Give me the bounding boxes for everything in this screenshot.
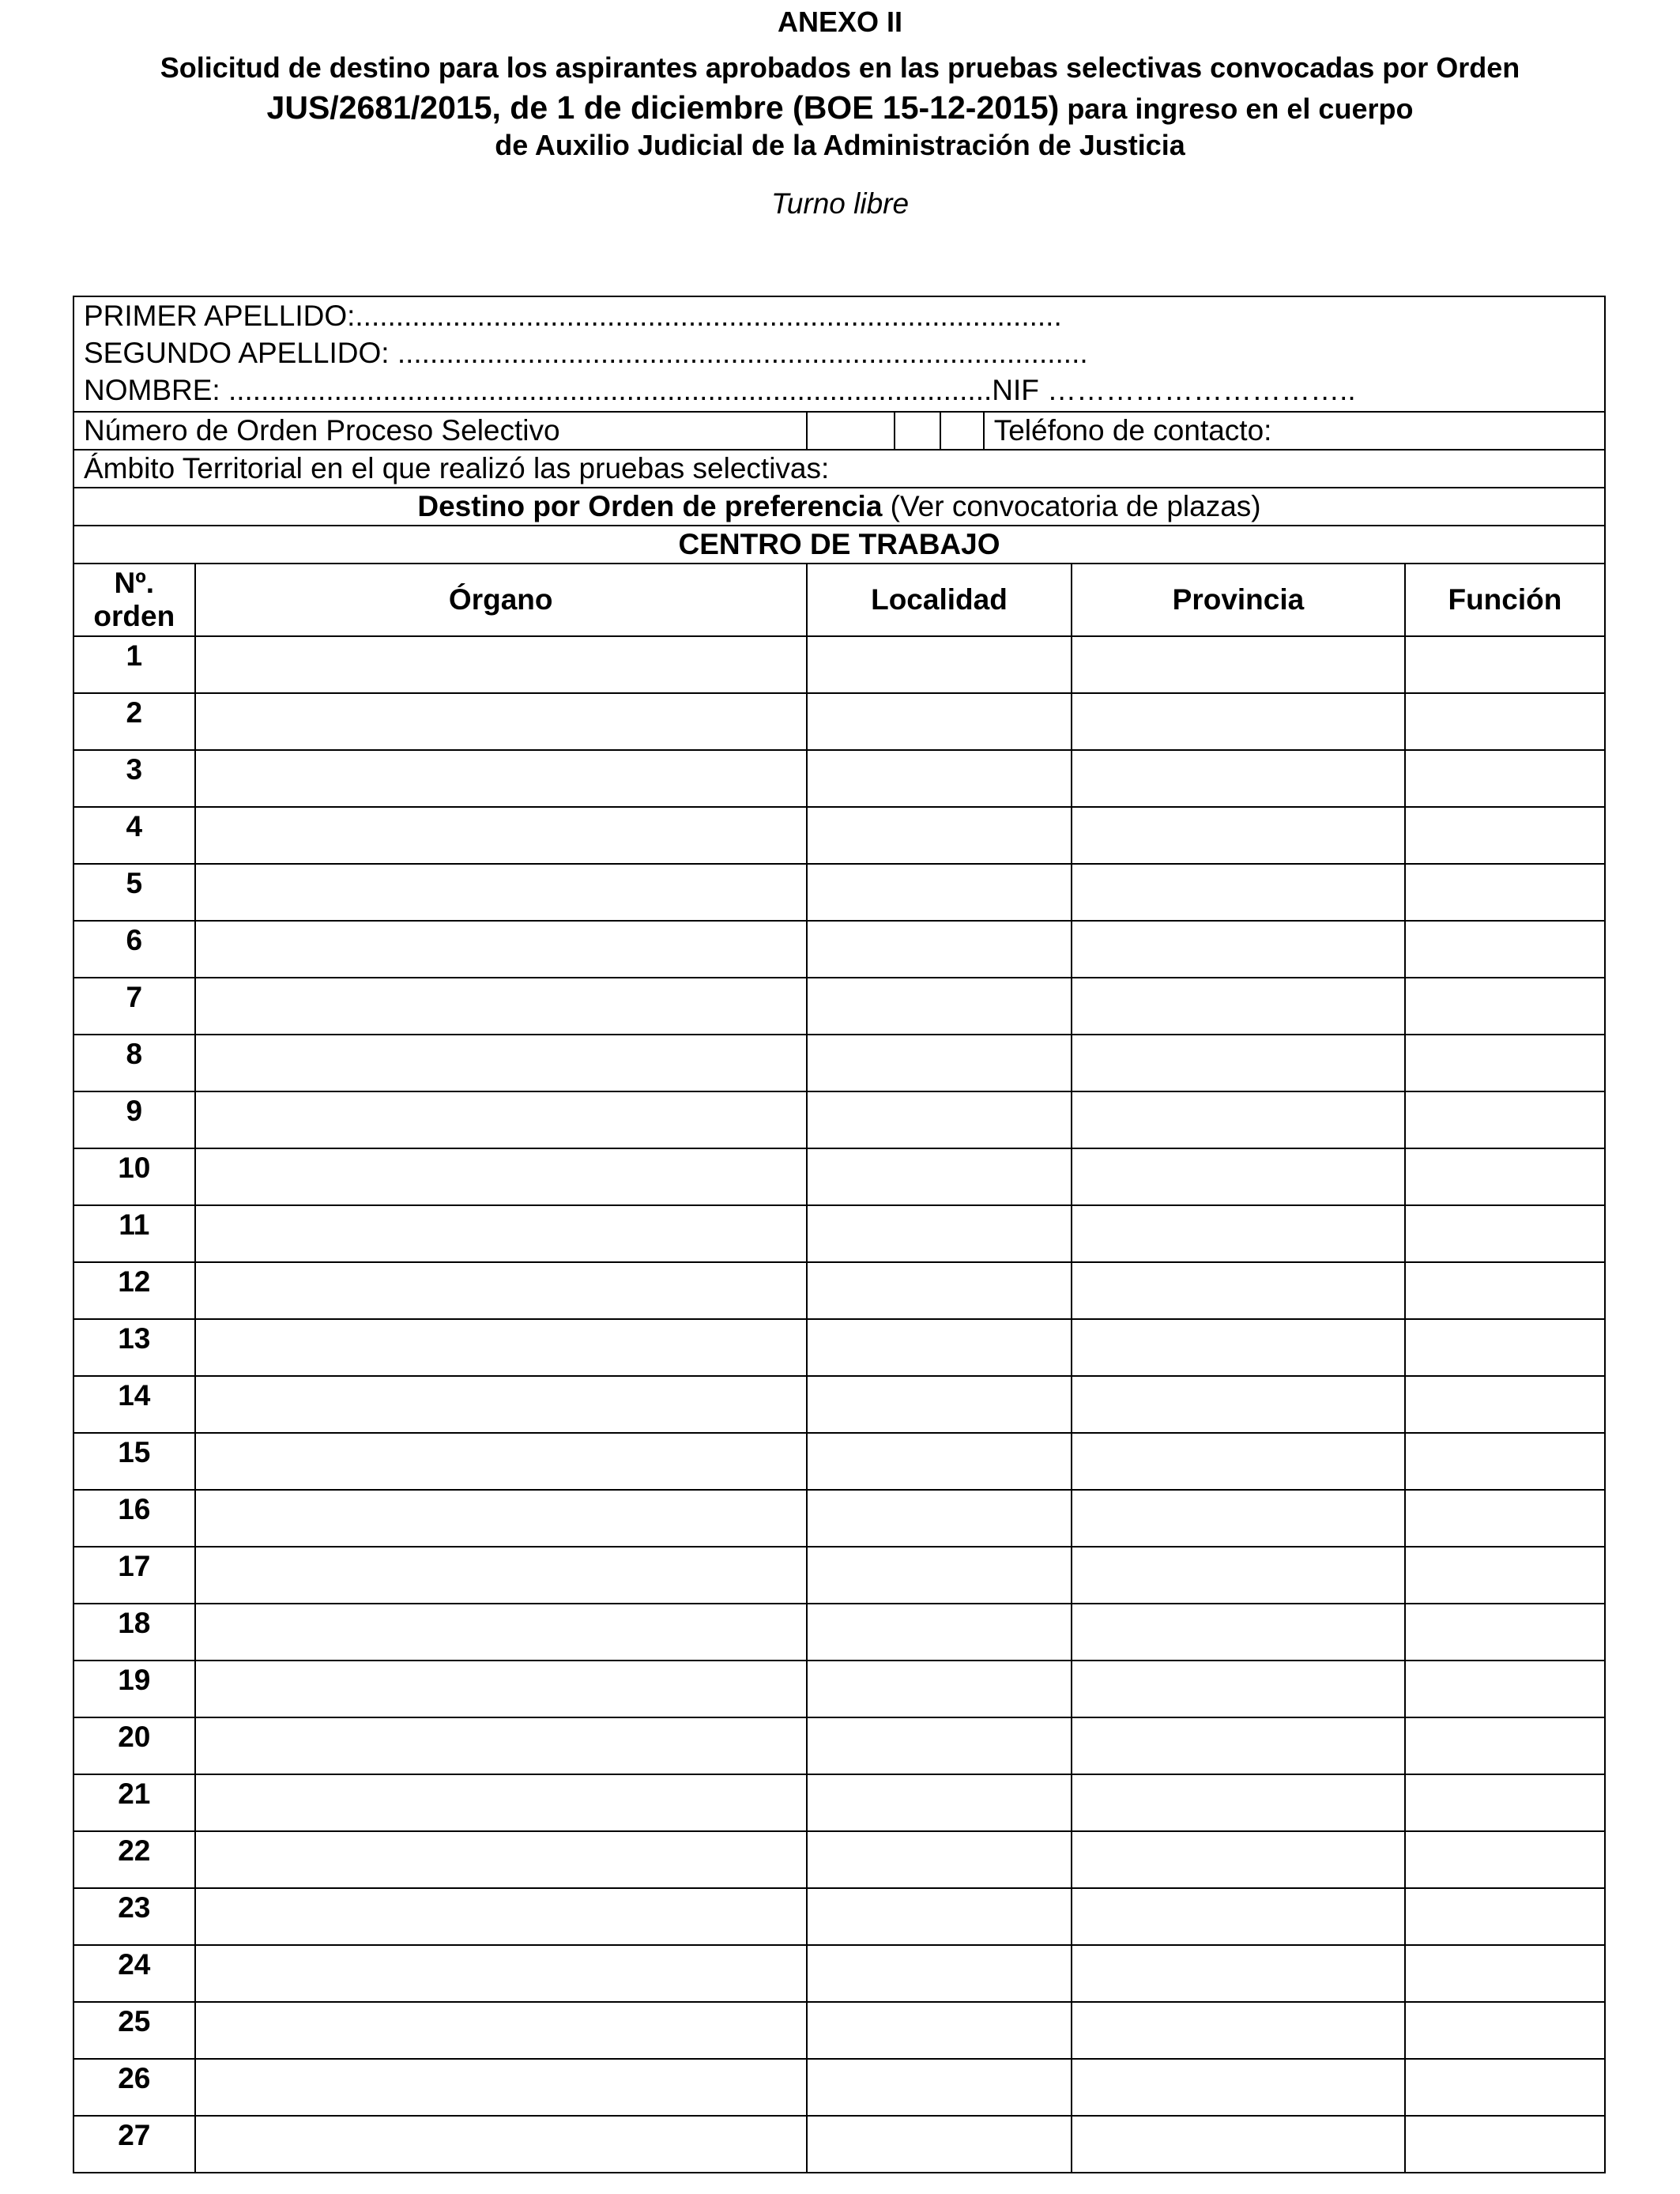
localidad-cell[interactable] [807, 864, 1072, 921]
table-row [73, 693, 1605, 750]
funcion-cell[interactable] [1405, 1490, 1605, 1547]
row-number: 2 [73, 693, 195, 750]
row-number: 20 [73, 1717, 195, 1774]
organo-cell[interactable] [195, 1433, 807, 1490]
funcion-cell[interactable] [1405, 921, 1605, 978]
funcion-cell[interactable] [1405, 978, 1605, 1035]
localidad-cell[interactable] [807, 2059, 1072, 2116]
funcion-cell[interactable] [1405, 1831, 1605, 1888]
table-row [73, 1091, 1605, 1148]
table-row [73, 1547, 1605, 1604]
organo-cell[interactable] [195, 978, 807, 1035]
provincia-cell[interactable] [1072, 921, 1405, 978]
organo-cell[interactable] [195, 1774, 807, 1831]
funcion-cell[interactable] [1405, 807, 1605, 864]
destino-heading-note: (Ver convocatoria de plazas) [882, 490, 1261, 522]
row-number: 18 [73, 1604, 195, 1661]
localidad-cell[interactable] [807, 1376, 1072, 1433]
localidad-cell[interactable] [807, 1035, 1072, 1091]
preference-rows [73, 636, 1605, 2173]
row-number: 19 [73, 1661, 195, 1717]
provincia-cell[interactable] [1072, 1091, 1405, 1148]
table-row [73, 1035, 1605, 1091]
organo-cell[interactable] [195, 921, 807, 978]
localidad-cell[interactable] [807, 1774, 1072, 1831]
organo-cell[interactable] [195, 2059, 807, 2116]
row-number: 22 [73, 1831, 195, 1888]
title-line-2 [0, 89, 1680, 128]
provincia-cell[interactable] [1072, 1888, 1405, 1945]
row-number: 11 [73, 1205, 195, 1262]
col-header-organo: Órgano [195, 564, 807, 636]
funcion-cell[interactable] [1405, 1035, 1605, 1091]
organo-cell[interactable] [195, 1661, 807, 1717]
provincia-cell[interactable] [1072, 1604, 1405, 1661]
annex-title: ANEXO II [777, 6, 903, 38]
funcion-cell[interactable] [1405, 1547, 1605, 1604]
col-header-funcion: Función [1405, 564, 1605, 636]
provincia-cell[interactable] [1072, 1433, 1405, 1490]
localidad-cell[interactable] [807, 1661, 1072, 1717]
organo-cell[interactable] [195, 1604, 807, 1661]
table-row [73, 750, 1605, 807]
row-number: 7 [73, 978, 195, 1035]
table-row [73, 1490, 1605, 1547]
col-header-provincia: Provincia [1072, 564, 1405, 636]
table-row [73, 1661, 1605, 1717]
destino-heading-bold: Destino por Orden de preferencia [417, 490, 883, 522]
personal-data-row [73, 296, 1605, 412]
localidad-cell[interactable] [807, 693, 1072, 750]
localidad-cell[interactable] [807, 1547, 1072, 1604]
table-row [73, 2059, 1605, 2116]
table-row [73, 1433, 1605, 1490]
funcion-cell[interactable] [1405, 2002, 1605, 2059]
provincia-cell[interactable] [1072, 1319, 1405, 1376]
localidad-cell[interactable] [807, 2116, 1072, 2173]
localidad-cell[interactable] [807, 807, 1072, 864]
funcion-cell[interactable] [1405, 1091, 1605, 1148]
title-line-2-rest: para ingreso en el cuerpo [1059, 92, 1414, 125]
localidad-cell[interactable] [807, 2002, 1072, 2059]
table-row [73, 1319, 1605, 1376]
organo-cell[interactable] [195, 636, 807, 693]
table-row [73, 807, 1605, 864]
localidad-cell[interactable] [807, 1604, 1072, 1661]
localidad-cell[interactable] [807, 1831, 1072, 1888]
localidad-cell[interactable] [807, 1717, 1072, 1774]
row-number: 9 [73, 1091, 195, 1148]
organo-cell[interactable] [195, 1091, 807, 1148]
primer-apellido-field[interactable]: PRIMER APELLIDO:....................................................................................... [84, 300, 1062, 332]
localidad-cell[interactable] [807, 1433, 1072, 1490]
row-number: 13 [73, 1319, 195, 1376]
row-number: 10 [73, 1148, 195, 1205]
table-row [73, 1148, 1605, 1205]
row-number: 17 [73, 1547, 195, 1604]
localidad-cell[interactable] [807, 1091, 1072, 1148]
localidad-cell[interactable] [807, 636, 1072, 693]
funcion-cell[interactable] [1405, 2116, 1605, 2173]
organo-cell[interactable] [195, 864, 807, 921]
funcion-cell[interactable] [1405, 693, 1605, 750]
turno-label: Turno libre [770, 187, 910, 220]
localidad-cell[interactable] [807, 1205, 1072, 1262]
provincia-cell[interactable] [1072, 1148, 1405, 1205]
row-number: 21 [73, 1774, 195, 1831]
col-header-localidad: Localidad [807, 564, 1072, 636]
provincia-cell[interactable] [1072, 2002, 1405, 2059]
ambito-row [73, 450, 1605, 488]
provincia-cell[interactable] [1072, 1661, 1405, 1717]
table-row [73, 1774, 1605, 1831]
provincia-cell[interactable] [1072, 1035, 1405, 1091]
table-row [73, 636, 1605, 693]
funcion-cell[interactable] [1405, 750, 1605, 807]
col-header-num-line1: Nº. [114, 567, 155, 599]
table-row [73, 864, 1605, 921]
funcion-cell[interactable] [1405, 1774, 1605, 1831]
segundo-apellido-field[interactable]: SEGUNDO APELLIDO: ..................................................................................... [84, 337, 1088, 369]
organo-cell[interactable] [195, 1035, 807, 1091]
row-number: 15 [73, 1433, 195, 1490]
funcion-cell[interactable] [1405, 1262, 1605, 1319]
organo-cell[interactable] [195, 807, 807, 864]
organo-cell[interactable] [195, 2002, 807, 2059]
row-number: 4 [73, 807, 195, 864]
organo-cell[interactable] [195, 1717, 807, 1774]
localidad-cell[interactable] [807, 921, 1072, 978]
provincia-cell[interactable] [1072, 636, 1405, 693]
destino-heading [73, 488, 1605, 526]
row-number: 5 [73, 864, 195, 921]
row-number: 16 [73, 1490, 195, 1547]
row-number: 26 [73, 2059, 195, 2116]
numero-orden-box-3[interactable] [940, 412, 984, 450]
telefono-field[interactable]: Teléfono de contacto: [984, 412, 1605, 450]
funcion-cell[interactable] [1405, 1376, 1605, 1433]
numero-orden-box-2[interactable] [895, 412, 940, 450]
title-line-3: de Auxilio Judicial de la Administración de Justicia [495, 129, 1185, 161]
localidad-cell[interactable] [807, 1945, 1072, 2002]
destino-row [73, 488, 1605, 526]
table-row [73, 1604, 1605, 1661]
provincia-cell[interactable] [1072, 1490, 1405, 1547]
ambito-field[interactable]: Ámbito Territorial en el que realizó las pruebas selectivas: [73, 450, 1605, 488]
numero-orden-label: Número de Orden Proceso Selectivo [73, 412, 807, 450]
numero-orden-row [73, 412, 1605, 450]
table-row [73, 1717, 1605, 1774]
col-header-num-orden [73, 564, 195, 636]
provincia-cell[interactable] [1072, 1205, 1405, 1262]
row-number: 12 [73, 1262, 195, 1319]
provincia-cell[interactable] [1072, 1945, 1405, 2002]
organo-cell[interactable] [195, 750, 807, 807]
organo-cell[interactable] [195, 693, 807, 750]
organo-cell[interactable] [195, 1376, 807, 1433]
organo-cell[interactable] [195, 1490, 807, 1547]
numero-orden-box-1[interactable] [807, 412, 895, 450]
funcion-cell[interactable] [1405, 1433, 1605, 1490]
organo-cell[interactable] [195, 1205, 807, 1262]
provincia-cell[interactable] [1072, 864, 1405, 921]
application-form-table [73, 296, 1606, 2173]
table-row [73, 1376, 1605, 1433]
funcion-cell[interactable] [1405, 1661, 1605, 1717]
provincia-cell[interactable] [1072, 1376, 1405, 1433]
provincia-cell[interactable] [1072, 2059, 1405, 2116]
provincia-cell[interactable] [1072, 750, 1405, 807]
localidad-cell[interactable] [807, 750, 1072, 807]
provincia-cell[interactable] [1072, 807, 1405, 864]
table-row [73, 921, 1605, 978]
funcion-cell[interactable] [1405, 1945, 1605, 2002]
localidad-cell[interactable] [807, 1262, 1072, 1319]
funcion-cell[interactable] [1405, 1888, 1605, 1945]
organo-cell[interactable] [195, 2116, 807, 2173]
table-row [73, 1888, 1605, 1945]
provincia-cell[interactable] [1072, 1774, 1405, 1831]
funcion-cell[interactable] [1405, 864, 1605, 921]
provincia-cell[interactable] [1072, 1547, 1405, 1604]
table-row [73, 1205, 1605, 1262]
row-number: 3 [73, 750, 195, 807]
organo-cell[interactable] [195, 1148, 807, 1205]
provincia-cell[interactable] [1072, 1831, 1405, 1888]
organo-cell[interactable] [195, 1547, 807, 1604]
title-order-reference: JUS/2681/2015, de 1 de diciembre (BOE 15-12-2015) [266, 89, 1060, 126]
provincia-cell[interactable] [1072, 1262, 1405, 1319]
organo-cell[interactable] [195, 1831, 807, 1888]
title-line-1: Solicitud de destino para los aspirantes aprobados en las pruebas selectivas convocadas por Orden [160, 51, 1520, 84]
funcion-cell[interactable] [1405, 1148, 1605, 1205]
organo-cell[interactable] [195, 1262, 807, 1319]
table-row [73, 1831, 1605, 1888]
table-row [73, 1262, 1605, 1319]
row-number: 23 [73, 1888, 195, 1945]
provincia-cell[interactable] [1072, 1717, 1405, 1774]
organo-cell[interactable] [195, 1319, 807, 1376]
localidad-cell[interactable] [807, 1490, 1072, 1547]
col-header-num-line2: orden [93, 600, 175, 632]
localidad-cell[interactable] [807, 1319, 1072, 1376]
row-number: 14 [73, 1376, 195, 1433]
funcion-cell[interactable] [1405, 1205, 1605, 1262]
funcion-cell[interactable] [1405, 1604, 1605, 1661]
funcion-cell[interactable] [1405, 636, 1605, 693]
personal-data-cell [73, 296, 1605, 412]
table-row [73, 2116, 1605, 2173]
table-row [73, 978, 1605, 1035]
column-header-row [73, 564, 1605, 636]
row-number: 27 [73, 2116, 195, 2173]
table-row [73, 1945, 1605, 2002]
provincia-cell[interactable] [1072, 978, 1405, 1035]
funcion-cell[interactable] [1405, 1319, 1605, 1376]
funcion-cell[interactable] [1405, 2059, 1605, 2116]
row-number: 24 [73, 1945, 195, 2002]
localidad-cell[interactable] [807, 1148, 1072, 1205]
table-row [73, 2002, 1605, 2059]
localidad-cell[interactable] [807, 1888, 1072, 1945]
provincia-cell[interactable] [1072, 693, 1405, 750]
centro-trabajo-row [73, 526, 1605, 564]
localidad-cell[interactable] [807, 978, 1072, 1035]
centro-trabajo-heading: CENTRO DE TRABAJO [73, 526, 1605, 564]
organo-cell[interactable] [195, 1888, 807, 1945]
organo-cell[interactable] [195, 1945, 807, 2002]
row-number: 8 [73, 1035, 195, 1091]
row-number: 6 [73, 921, 195, 978]
row-number: 25 [73, 2002, 195, 2059]
nombre-nif-field[interactable]: NOMBRE: ..............................................................................................NIF ………………………….. [84, 374, 1356, 406]
funcion-cell[interactable] [1405, 1717, 1605, 1774]
row-number: 1 [73, 636, 195, 693]
provincia-cell[interactable] [1072, 2116, 1405, 2173]
